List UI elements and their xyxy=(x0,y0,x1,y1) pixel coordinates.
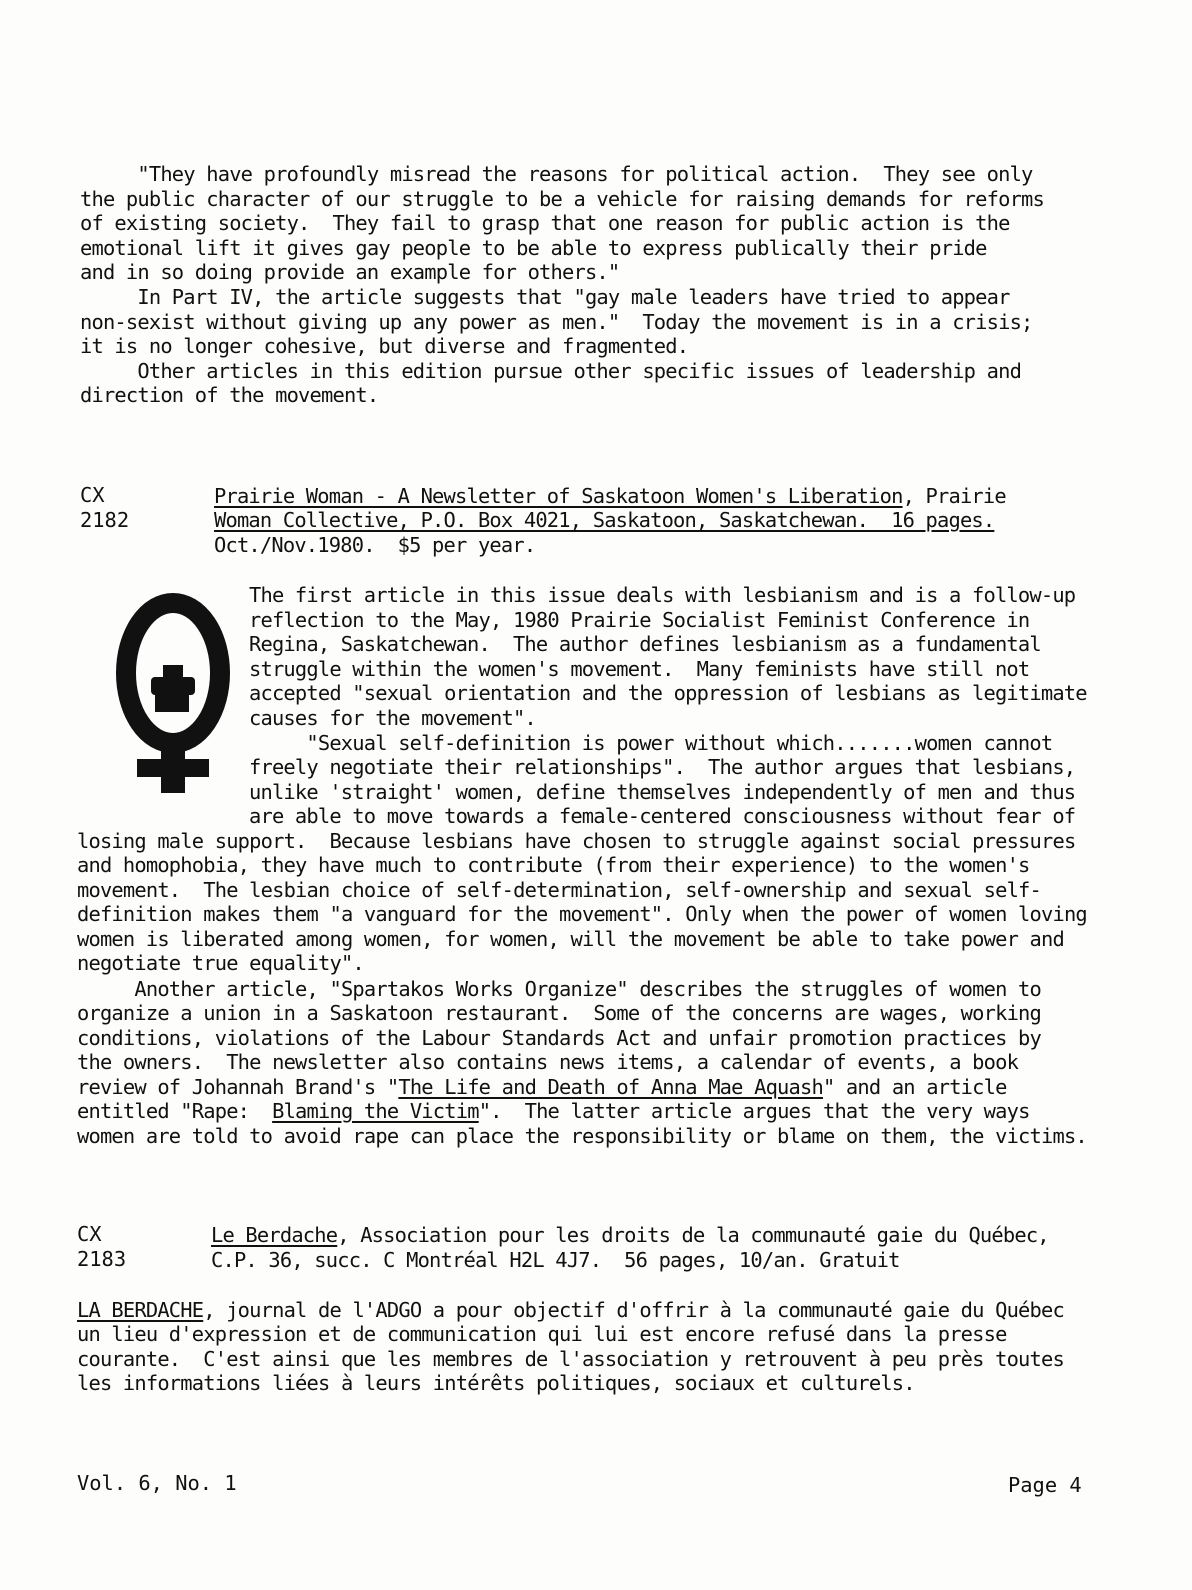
entry-code-prefix: CX xyxy=(77,1222,102,1246)
entry-body-line: organize a union in a Saskatoon restaurant. Some of the concerns are wages, working xyxy=(77,1001,1042,1025)
entry-code-number: 2182 xyxy=(80,508,130,532)
entry-body-line: women is liberated among women, for women, will the movement be able to take power and xyxy=(77,927,1064,951)
entry-body-line: freely negotiate their relationships". The author argues that lesbians, xyxy=(249,755,1076,779)
body-text: entitled "Rape: xyxy=(77,1099,273,1123)
article-title: Blaming the Victim xyxy=(272,1099,479,1123)
citation-text: , Association pour les droits de la communauté gaie du Québec, xyxy=(337,1223,1049,1247)
entry-body-line: les informations liées à leurs intérêts politiques, sociaux et culturels. xyxy=(77,1371,915,1395)
publication-title: Le Berdache xyxy=(211,1223,338,1247)
entry-body-line: women are told to avoid rape can place the responsibility or blame on them, the victims. xyxy=(77,1124,1087,1148)
entry-body-line: are able to move towards a female-centered consciousness without fear of xyxy=(249,804,1076,828)
body-text: , journal de l'ADGO a pour objectif d'offrir à la communauté gaie du Québec xyxy=(203,1298,1064,1322)
entry-body-line: movement. The lesbian choice of self-determination, self-ownership and sexual self- xyxy=(77,878,1042,902)
entry-body-line: accepted "sexual orientation and the oppression of lesbians as legitimate xyxy=(249,681,1087,705)
intro-line: it is no longer cohesive, but diverse and fragmented. xyxy=(80,334,689,358)
entry-body-line: Regina, Saskatchewan. The author defines lesbianism as a fundamental xyxy=(249,632,1041,656)
entry-body-line: and homophobia, they have much to contribute (from their experience) to the women's xyxy=(77,853,1030,877)
intro-line: the public character of our struggle to be a vehicle for raising demands for reforms xyxy=(80,187,1045,211)
publication-title: LA BERDACHE xyxy=(77,1298,204,1322)
entry-body-line: losing male support. Because lesbians have chosen to struggle against social pressures xyxy=(77,829,1076,853)
body-text: " and an article xyxy=(822,1075,1007,1099)
intro-line: Other articles in this edition pursue other specific issues of leadership and xyxy=(80,359,1022,383)
entry-citation-line xyxy=(214,508,994,533)
intro-line: In Part IV, the article suggests that "gay male leaders have tried to appear xyxy=(80,285,1010,309)
entry-body-line xyxy=(77,1075,1007,1100)
entry-body-line: Another article, "Spartakos Works Organize" describes the struggles of women to xyxy=(77,977,1042,1001)
body-text: ". The latter article argues that the very ways xyxy=(478,1099,1030,1123)
entry-body-line: reflection to the May, 1980 Prairie Socialist Feminist Conference in xyxy=(249,608,1030,632)
entry-body-line: courante. C'est ainsi que les membres de l'association y retrouvent à peu près toutes xyxy=(77,1347,1064,1371)
entry-body-line: definition makes them "a vanguard for the movement". Only when the power of women loving xyxy=(77,902,1087,926)
volume-number: Vol. 6, No. 1 xyxy=(77,1471,237,1495)
book-title: The Life and Death of Anna Mae Aquash xyxy=(398,1075,823,1099)
entry-body-line: causes for the movement". xyxy=(249,706,536,730)
entry-body-line xyxy=(77,1099,1030,1124)
entry-body-line: conditions, violations of the Labour Standards Act and unfair promotion practices by xyxy=(77,1026,1042,1050)
entry-citation-line: Oct./Nov.1980. $5 per year. xyxy=(214,533,536,557)
entry-code-prefix: CX xyxy=(80,483,105,507)
entry-code-number: 2183 xyxy=(77,1247,127,1271)
entry-citation-line xyxy=(214,484,1006,509)
body-text: review of Johannah Brand's " xyxy=(77,1075,399,1099)
intro-line: non-sexist without giving up any power as men." Today the movement is in a crisis; xyxy=(80,310,1033,334)
entry-body-line: un lieu d'expression et de communication qui lui est encore refusé dans la presse xyxy=(77,1322,1007,1346)
intro-line: of existing society. They fail to grasp that one reason for public action is the xyxy=(80,211,1010,235)
entry-body-line: "Sexual self-definition is power without which.......women cannot xyxy=(249,731,1053,755)
intro-line: and in so doing provide an example for others." xyxy=(80,260,620,284)
entry-body-line xyxy=(77,1298,1064,1323)
intro-line: emotional lift it gives gay people to be able to express publically their pride xyxy=(80,236,987,260)
citation-text: , Prairie xyxy=(902,484,1006,508)
citation-text: Woman Collective, P.O. Box 4021, Saskatoon, Saskatchewan. 16 pages. xyxy=(214,508,995,532)
intro-line: direction of the movement. xyxy=(80,383,379,407)
page-number: Page 4 xyxy=(1008,1473,1082,1497)
entry-body-line: struggle within the women's movement. Many feminists have still not xyxy=(249,657,1030,681)
entry-citation-line: C.P. 36, succ. C Montréal H2L 4J7. 56 pages, 10/an. Gratuit xyxy=(211,1248,900,1272)
entry-body-line: the owners. The newsletter also contains news items, a calendar of events, a book xyxy=(77,1050,1019,1074)
intro-line: "They have profoundly misread the reasons for political action. They see only xyxy=(80,162,1033,186)
publication-title: Prairie Woman - A Newsletter of Saskatoon Women's Liberation xyxy=(214,484,903,508)
entry-citation-line xyxy=(211,1223,1049,1248)
entry-body-line: negotiate true equality". xyxy=(77,951,364,975)
entry-body-line: The first article in this issue deals with lesbianism and is a follow-up xyxy=(249,583,1076,607)
venus-fist-symbol-icon xyxy=(113,585,238,810)
entry-body-line: unlike 'straight' women, define themselves independently of men and thus xyxy=(249,780,1076,804)
